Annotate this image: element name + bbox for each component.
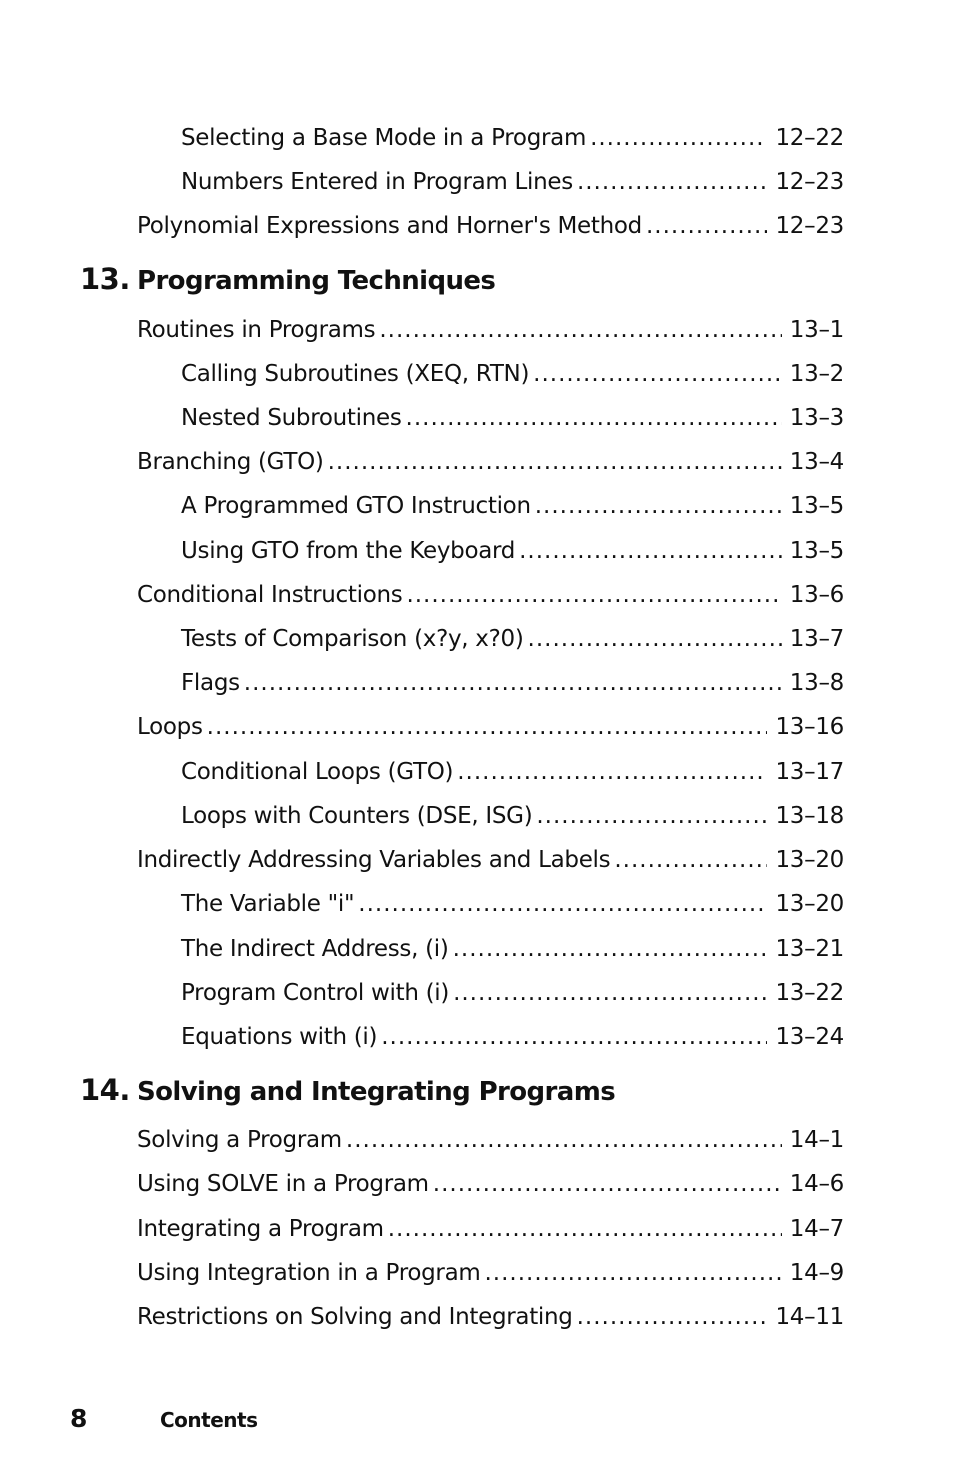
toc-entry[interactable]	[181, 121, 844, 155]
toc-entry[interactable]	[181, 165, 844, 199]
toc-entry-title: Flags	[181, 670, 240, 696]
toc-entry[interactable]	[137, 1300, 844, 1334]
chapter-title: Programming Techniques	[137, 266, 496, 296]
toc-entry[interactable]	[181, 489, 844, 523]
dot-leader	[244, 666, 782, 700]
dot-leader	[346, 1123, 782, 1157]
chapter-14-heading[interactable]	[80, 1073, 844, 1113]
chapter-13-heading[interactable]	[80, 262, 844, 302]
toc-entry-title: Solving a Program	[137, 1127, 342, 1153]
toc-entry-page: 13–7	[789, 626, 844, 652]
toc-entry[interactable]	[181, 357, 844, 391]
toc-entry-page: 14–1	[789, 1127, 844, 1153]
toc-entry[interactable]	[181, 622, 844, 656]
toc-entry-title: A Programmed GTO Instruction	[181, 493, 531, 519]
toc-entry-title: Polynomial Expressions and Horner's Method	[137, 213, 642, 239]
toc-entry-title: Program Control with (i)	[181, 980, 450, 1006]
dot-leader	[328, 445, 782, 479]
toc-entry-page: 13–21	[775, 936, 844, 962]
dot-leader	[207, 710, 768, 744]
dot-leader	[614, 843, 767, 877]
toc-entry-page: 13–5	[789, 493, 844, 519]
dot-leader	[519, 534, 782, 568]
toc-entry[interactable]	[137, 209, 844, 243]
dot-leader	[358, 887, 767, 921]
toc-entry-page: 13–16	[775, 714, 844, 740]
toc-entry-title: Loops	[137, 714, 203, 740]
dot-leader	[484, 1256, 781, 1290]
dot-leader	[406, 401, 782, 435]
dot-leader	[577, 165, 768, 199]
toc-entry-title: Nested Subroutines	[181, 405, 402, 431]
toc-entry-title: Using SOLVE in a Program	[137, 1171, 429, 1197]
toc-entry-title: The Variable "i"	[181, 891, 355, 917]
toc-entry[interactable]	[181, 755, 844, 789]
dot-leader	[453, 976, 767, 1010]
toc-entry-page: 14–11	[775, 1304, 844, 1330]
toc-entry-page: 14–7	[789, 1216, 844, 1242]
dot-leader	[590, 121, 767, 155]
dot-leader	[433, 1167, 782, 1201]
toc-entry-page: 13–22	[775, 980, 844, 1006]
toc-entry-page: 12–23	[775, 213, 844, 239]
toc-entry[interactable]	[181, 976, 844, 1010]
toc-entry-page: 13–1	[789, 317, 844, 343]
dot-leader	[453, 932, 768, 966]
toc-entry[interactable]	[181, 887, 844, 921]
toc-entry-title: Conditional Loops (GTO)	[181, 759, 454, 785]
toc-entry-page: 13–20	[775, 847, 844, 873]
toc-entry[interactable]	[137, 1167, 844, 1201]
toc-entry-page: 14–9	[789, 1260, 844, 1286]
toc-entry[interactable]	[181, 534, 844, 568]
toc-entry[interactable]	[137, 445, 844, 479]
toc-entry-title: Indirectly Addressing Variables and Labels	[137, 847, 611, 873]
toc-entry-title: Calling Subroutines (XEQ, RTN)	[181, 361, 530, 387]
dot-leader	[388, 1212, 782, 1246]
toc-entry[interactable]	[181, 401, 844, 435]
dot-leader	[406, 578, 781, 612]
chapter-title: Solving and Integrating Programs	[137, 1077, 616, 1107]
toc-entry[interactable]	[137, 843, 844, 877]
toc-entry-page: 13–20	[775, 891, 844, 917]
toc-entry-page: 13–8	[789, 670, 844, 696]
dot-leader	[379, 313, 781, 347]
toc-entry-page: 13–17	[775, 759, 844, 785]
toc-entry[interactable]	[137, 1256, 844, 1290]
chapter-number: 14.	[80, 1073, 130, 1107]
toc-entry-title: The Indirect Address, (i)	[181, 936, 449, 962]
toc-entry-page: 13–18	[775, 803, 844, 829]
toc-entry-title: Loops with Counters (DSE, ISG)	[181, 803, 533, 829]
toc-entry-page: 12–22	[775, 125, 844, 151]
toc-entry-title: Branching (GTO)	[137, 449, 324, 475]
toc-entry-title: Integrating a Program	[137, 1216, 384, 1242]
dot-leader	[457, 755, 767, 789]
dot-leader	[535, 489, 782, 523]
toc-entry-title: Using Integration in a Program	[137, 1260, 481, 1286]
toc-entry[interactable]	[181, 932, 844, 966]
dot-leader	[381, 1020, 767, 1054]
toc-entry-page: 13–2	[789, 361, 844, 387]
toc-entry-page: 13–5	[789, 538, 844, 564]
dot-leader	[577, 1300, 768, 1334]
toc-entry[interactable]	[181, 1020, 844, 1054]
toc-entry-title: Using GTO from the Keyboard	[181, 538, 516, 564]
dot-leader	[536, 799, 767, 833]
toc-entry-page: 13–24	[775, 1024, 844, 1050]
footer-section-label: Contents	[160, 1408, 258, 1432]
toc-entry[interactable]	[181, 799, 844, 833]
toc-entry-title: Equations with (i)	[181, 1024, 378, 1050]
chapter-number: 13.	[80, 262, 130, 296]
toc-entry-page: 13–3	[789, 405, 844, 431]
toc-entry[interactable]	[181, 666, 844, 700]
toc-entry-page: 14–6	[789, 1171, 844, 1197]
dot-leader	[533, 357, 782, 391]
dot-leader	[528, 622, 782, 656]
toc-entry-page: 13–4	[789, 449, 844, 475]
toc-entry-title: Tests of Comparison (x?y, x?0)	[181, 626, 524, 652]
toc-entry-title: Numbers Entered in Program Lines	[181, 169, 573, 195]
toc-entry-title: Routines in Programs	[137, 317, 376, 343]
toc-entry[interactable]	[137, 313, 844, 347]
toc-entry-title: Selecting a Base Mode in a Program	[181, 125, 587, 151]
toc-entry[interactable]	[137, 1212, 844, 1246]
toc-entry[interactable]	[137, 578, 844, 612]
footer-page-number: 8	[70, 1404, 88, 1433]
toc-entry-page: 13–6	[789, 582, 844, 608]
toc-entry[interactable]	[137, 1123, 844, 1157]
dot-leader	[646, 209, 767, 243]
toc-entry-title: Restrictions on Solving and Integrating	[137, 1304, 573, 1330]
toc-entry-page: 12–23	[775, 169, 844, 195]
toc-entry-title: Conditional Instructions	[137, 582, 403, 608]
toc-entry[interactable]	[137, 710, 844, 744]
